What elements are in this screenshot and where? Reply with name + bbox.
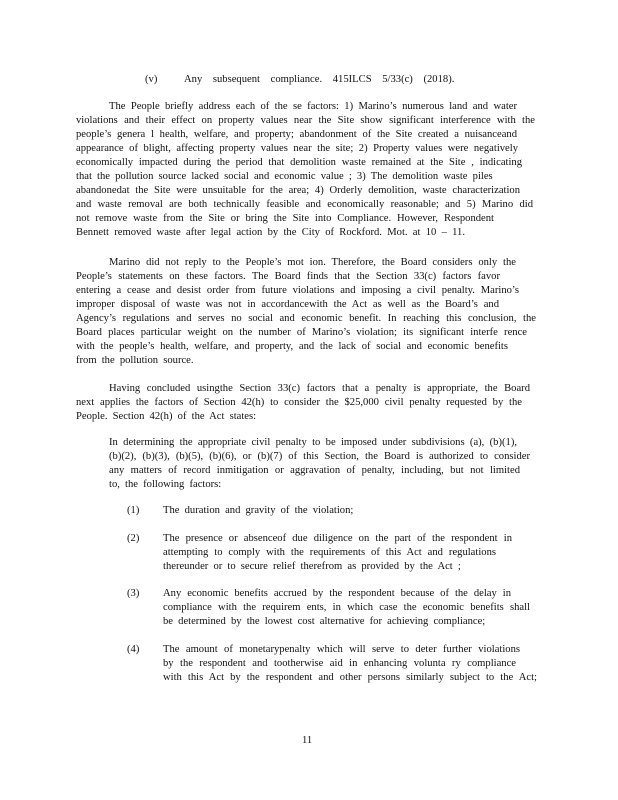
paragraph-line: that the pollution source lacked social and economic value ; 3) The demolition waste piles (76, 171, 493, 182)
paragraph-line: next applies the factors of Section 42(h) to consider the $25,000 civil penalty requested by the (76, 397, 522, 408)
paragraph-line: abandonedat the Site were unsuitable for the area; 4) Orderly demolition, waste characterization (76, 185, 520, 196)
paragraph-line: with the people’s health, welfare, and property, and the lack of social and economic benefits (76, 341, 508, 352)
paragraph-line: People. Section 42(h) of the Act states: (76, 411, 257, 422)
factor-line: Any economic benefits accrued by the respondent because of the delay in (163, 588, 511, 599)
paragraph-line: people’s genera l health, welfare, and property; abandonment of the Site created a nuisanceand (76, 129, 517, 140)
factor-line: attempting to comply with the requirements of this Act and regulations (163, 547, 496, 558)
paragraph-line: and waste removal are both technically feasible and economically reasonable; and 5) Marino did (76, 199, 533, 210)
paragraph-line: Having concluded usingthe Section 33(c) factors that a penalty is appropriate, the Board (109, 383, 530, 394)
paragraph-line: entering a cease and desist order from future violations and imposing a civil penalty. Marino’s (76, 285, 519, 296)
paragraph-line: Agency’s regulations and serves no social and economic benefit. In reaching this conclusion, the (76, 313, 536, 324)
paragraph-line: The People briefly address each of the se factors: 1) Marino’s numerous land and water (109, 101, 517, 112)
paragraph-line: economically impacted during the period that demolition waste remained at the Site , indicating (76, 157, 522, 168)
intro-item-marker: (v) (145, 74, 158, 85)
factor-line: by the respondent and tootherwise aid in enhancing volunta ry compliance (163, 658, 516, 669)
factor-number: (4) (127, 644, 140, 655)
paragraph-line: appearance of blight, affecting property values near the site; 2) Property values were negatively (76, 143, 518, 154)
factor-line: The presence or absenceof due diligence on the part of the respondent in (163, 533, 512, 544)
paragraph-line: violations and their effect on property values near the Site show significant interference with the (76, 115, 535, 126)
factor-line: thereunder or to secure relief therefrom as provided by the Act ; (163, 561, 461, 572)
quote-line: any matters of record inmitigation or aggravation of penalty, including, but not limited (109, 465, 520, 476)
factor-number: (3) (127, 588, 140, 599)
paragraph-line: not remove waste from the Site or bring the Site into Compliance. However, Respondent (76, 213, 494, 224)
factor-line: be determined by the lowest cost alternative for achieving compliance; (163, 616, 486, 627)
quote-line: (b)(2), (b)(3), (b)(5), (b)(6), or (b)(7) of this Section, the Board is authorized to consider (109, 451, 530, 462)
page-number: 11 (302, 735, 313, 746)
factor-line: compliance with the requirem ents, in which case the economic benefits shall (163, 602, 530, 613)
paragraph-line: from the pollution source. (76, 355, 194, 366)
paragraph-line: improper disposal of waste was not in accordancewith the Act as well as the Board’s and (76, 299, 499, 310)
intro-item-text: Any subsequent compliance. 415ILCS 5/33(c) (2018). (184, 74, 455, 85)
factor-line: with this Act by the respondent and other persons similarly subject to the Act; (163, 672, 537, 683)
quote-line: In determining the appropriate civil penalty to be imposed under subdivisions (a), (b)(1), (109, 437, 517, 448)
factor-line: The amount of monetarypenalty which will serve to deter further violations (163, 644, 520, 655)
quote-line: to, the following factors: (109, 479, 222, 490)
paragraph-line: People’s statements on these factors. The Board finds that the Section 33(c) factors favor (76, 271, 500, 282)
factor-number: (2) (127, 533, 140, 544)
factor-number: (1) (127, 505, 140, 516)
paragraph-line: Marino did not reply to the People’s mot ion. Therefore, the Board considers only the (109, 257, 516, 268)
factor-line: The duration and gravity of the violation; (163, 505, 354, 516)
paragraph-line: Bennett removed waste after legal action by the City of Rockford. Mot. at 10 – 11. (76, 227, 465, 238)
paragraph-line: Board places particular weight on the number of Marino’s violation; its significant interfe rence (76, 327, 527, 338)
